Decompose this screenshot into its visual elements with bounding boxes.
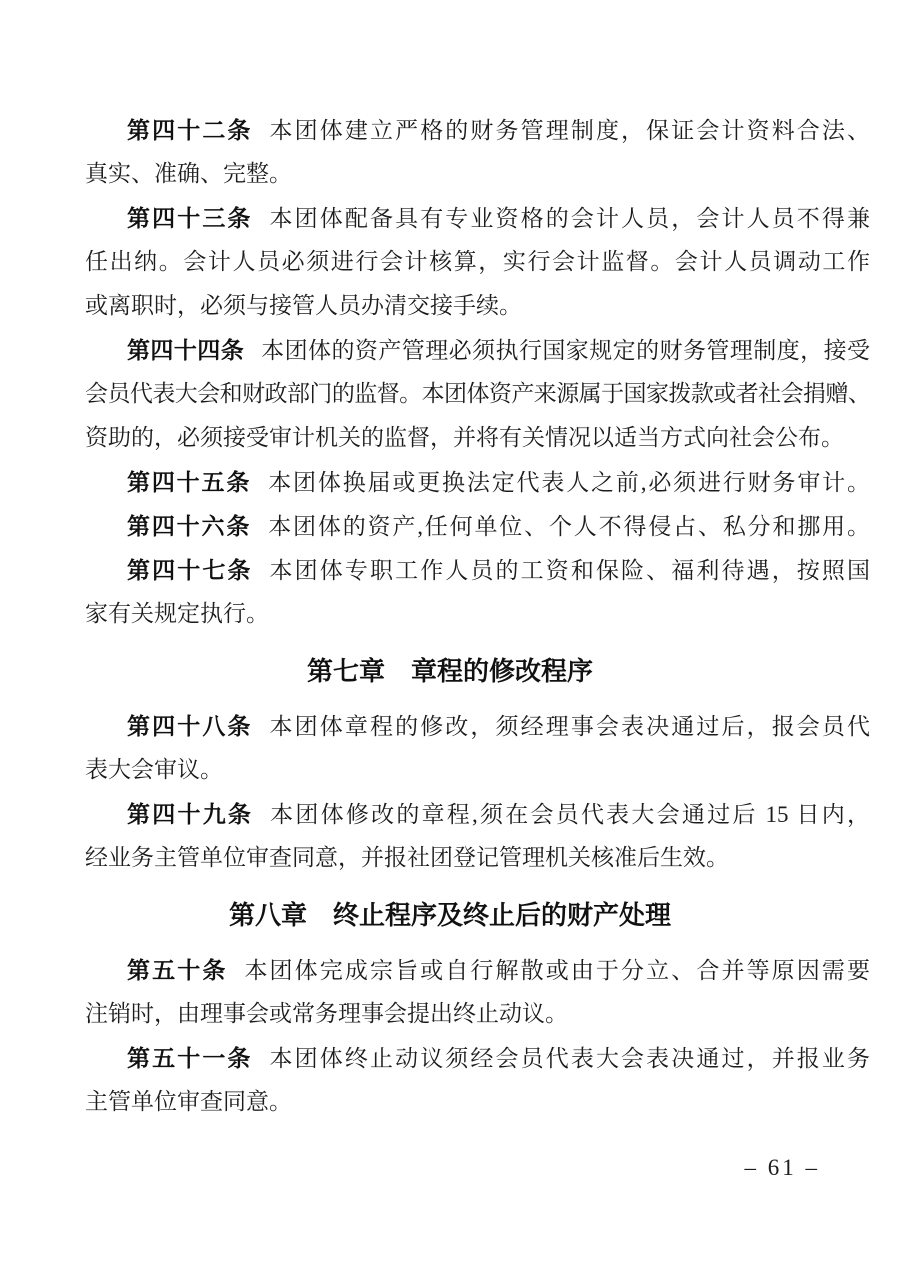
article-paragraph [85, 108, 870, 196]
article-text: 本团体的资产,任何单位、个人不得侵占、私分和挪用。 [268, 514, 871, 539]
article-line: 家有关规定执行。 [85, 601, 269, 626]
article-paragraph [85, 460, 870, 504]
article-paragraph [85, 948, 870, 1036]
article-line [85, 704, 870, 748]
article-paragraph [85, 704, 870, 792]
article-number-label: 第五十一条 [127, 1045, 253, 1071]
article-number-label: 第四十七条 [127, 557, 253, 583]
article-line [85, 504, 870, 548]
article-line: 资助的，必须接受审计机关的监督，并将有关情况以适当方式向社会公布。 [85, 425, 844, 450]
article-number-label: 第四十八条 [127, 713, 253, 739]
article-text: 本团体修改的章程,须在会员代表大会通过后 15 日内， [270, 802, 871, 827]
article-text: 本团体建立严格的财务管理制度，保证会计资料合法、 [269, 118, 871, 143]
article-line [85, 108, 870, 152]
article-line: 注销时，由理事会或常务理事会提出终止动议。 [85, 1001, 568, 1026]
page-footer [85, 1156, 870, 1180]
article-number-label: 第四十三条 [127, 205, 253, 231]
chapter-heading: 第八章 终止程序及终止后的财产处理 [228, 900, 671, 930]
article-number-label: 第四十五条 [127, 469, 252, 495]
article-number-label: 第四十六条 [127, 513, 252, 539]
article-paragraph [85, 1036, 870, 1124]
article-line [85, 1036, 870, 1080]
article-line: 或离职时，必须与接管人员办清交接手续。 [85, 293, 522, 318]
article-line: 任出纳。会计人员必须进行会计核算，实行会计监督。会计人员调动工作 [85, 249, 870, 274]
article-number-label: 第四十二条 [127, 117, 253, 143]
article-text: 本团体专职工作人员的工资和保险、福利待遇，按照国 [269, 558, 871, 583]
article-line: 表大会审议。 [85, 757, 223, 782]
article-line [85, 548, 870, 592]
article-line [85, 196, 870, 240]
article-text: 本团体换届或更换法定代表人之前,必须进行财务审计。 [268, 470, 871, 495]
article-paragraph [85, 196, 870, 328]
article-paragraph [85, 548, 870, 636]
article-line: 主管单位审查同意。 [85, 1089, 292, 1114]
article-text: 本团体终止动议须经会员代表大会表决通过，并报业务 [269, 1046, 871, 1071]
article-paragraph [85, 504, 870, 548]
article-text: 本团体完成宗旨或自行解散或由于分立、合并等原因需要 [244, 958, 871, 983]
article-number-label: 第五十条 [127, 957, 228, 983]
article-text: 本团体的资产管理必须执行国家规定的财务管理制度，接受 [261, 338, 871, 363]
article-line: 会员代表大会和财政部门的监督。本团体资产来源属于国家拨款或者社会捐赠、 [85, 381, 870, 406]
article-line [85, 948, 870, 992]
article-line [85, 460, 870, 504]
article-paragraph [85, 328, 870, 460]
article-line [85, 792, 870, 836]
document-body [85, 108, 870, 1124]
page-number: – 61 – [744, 1155, 820, 1180]
article-number-label: 第四十四条 [127, 337, 245, 363]
article-line: 真实、准确、完整。 [85, 161, 292, 186]
article-number-label: 第四十九条 [127, 801, 254, 827]
article-line [85, 328, 870, 372]
article-text: 本团体配备具有专业资格的会计人员，会计人员不得兼 [269, 206, 871, 231]
chapter-heading: 第七章 章程的修改程序 [306, 656, 593, 686]
article-line: 经业务主管单位审查同意，并报社团登记管理机关核准后生效。 [85, 845, 729, 870]
article-text: 本团体章程的修改，须经理事会表决通过后，报会员代 [269, 714, 871, 739]
article-paragraph [85, 792, 870, 880]
